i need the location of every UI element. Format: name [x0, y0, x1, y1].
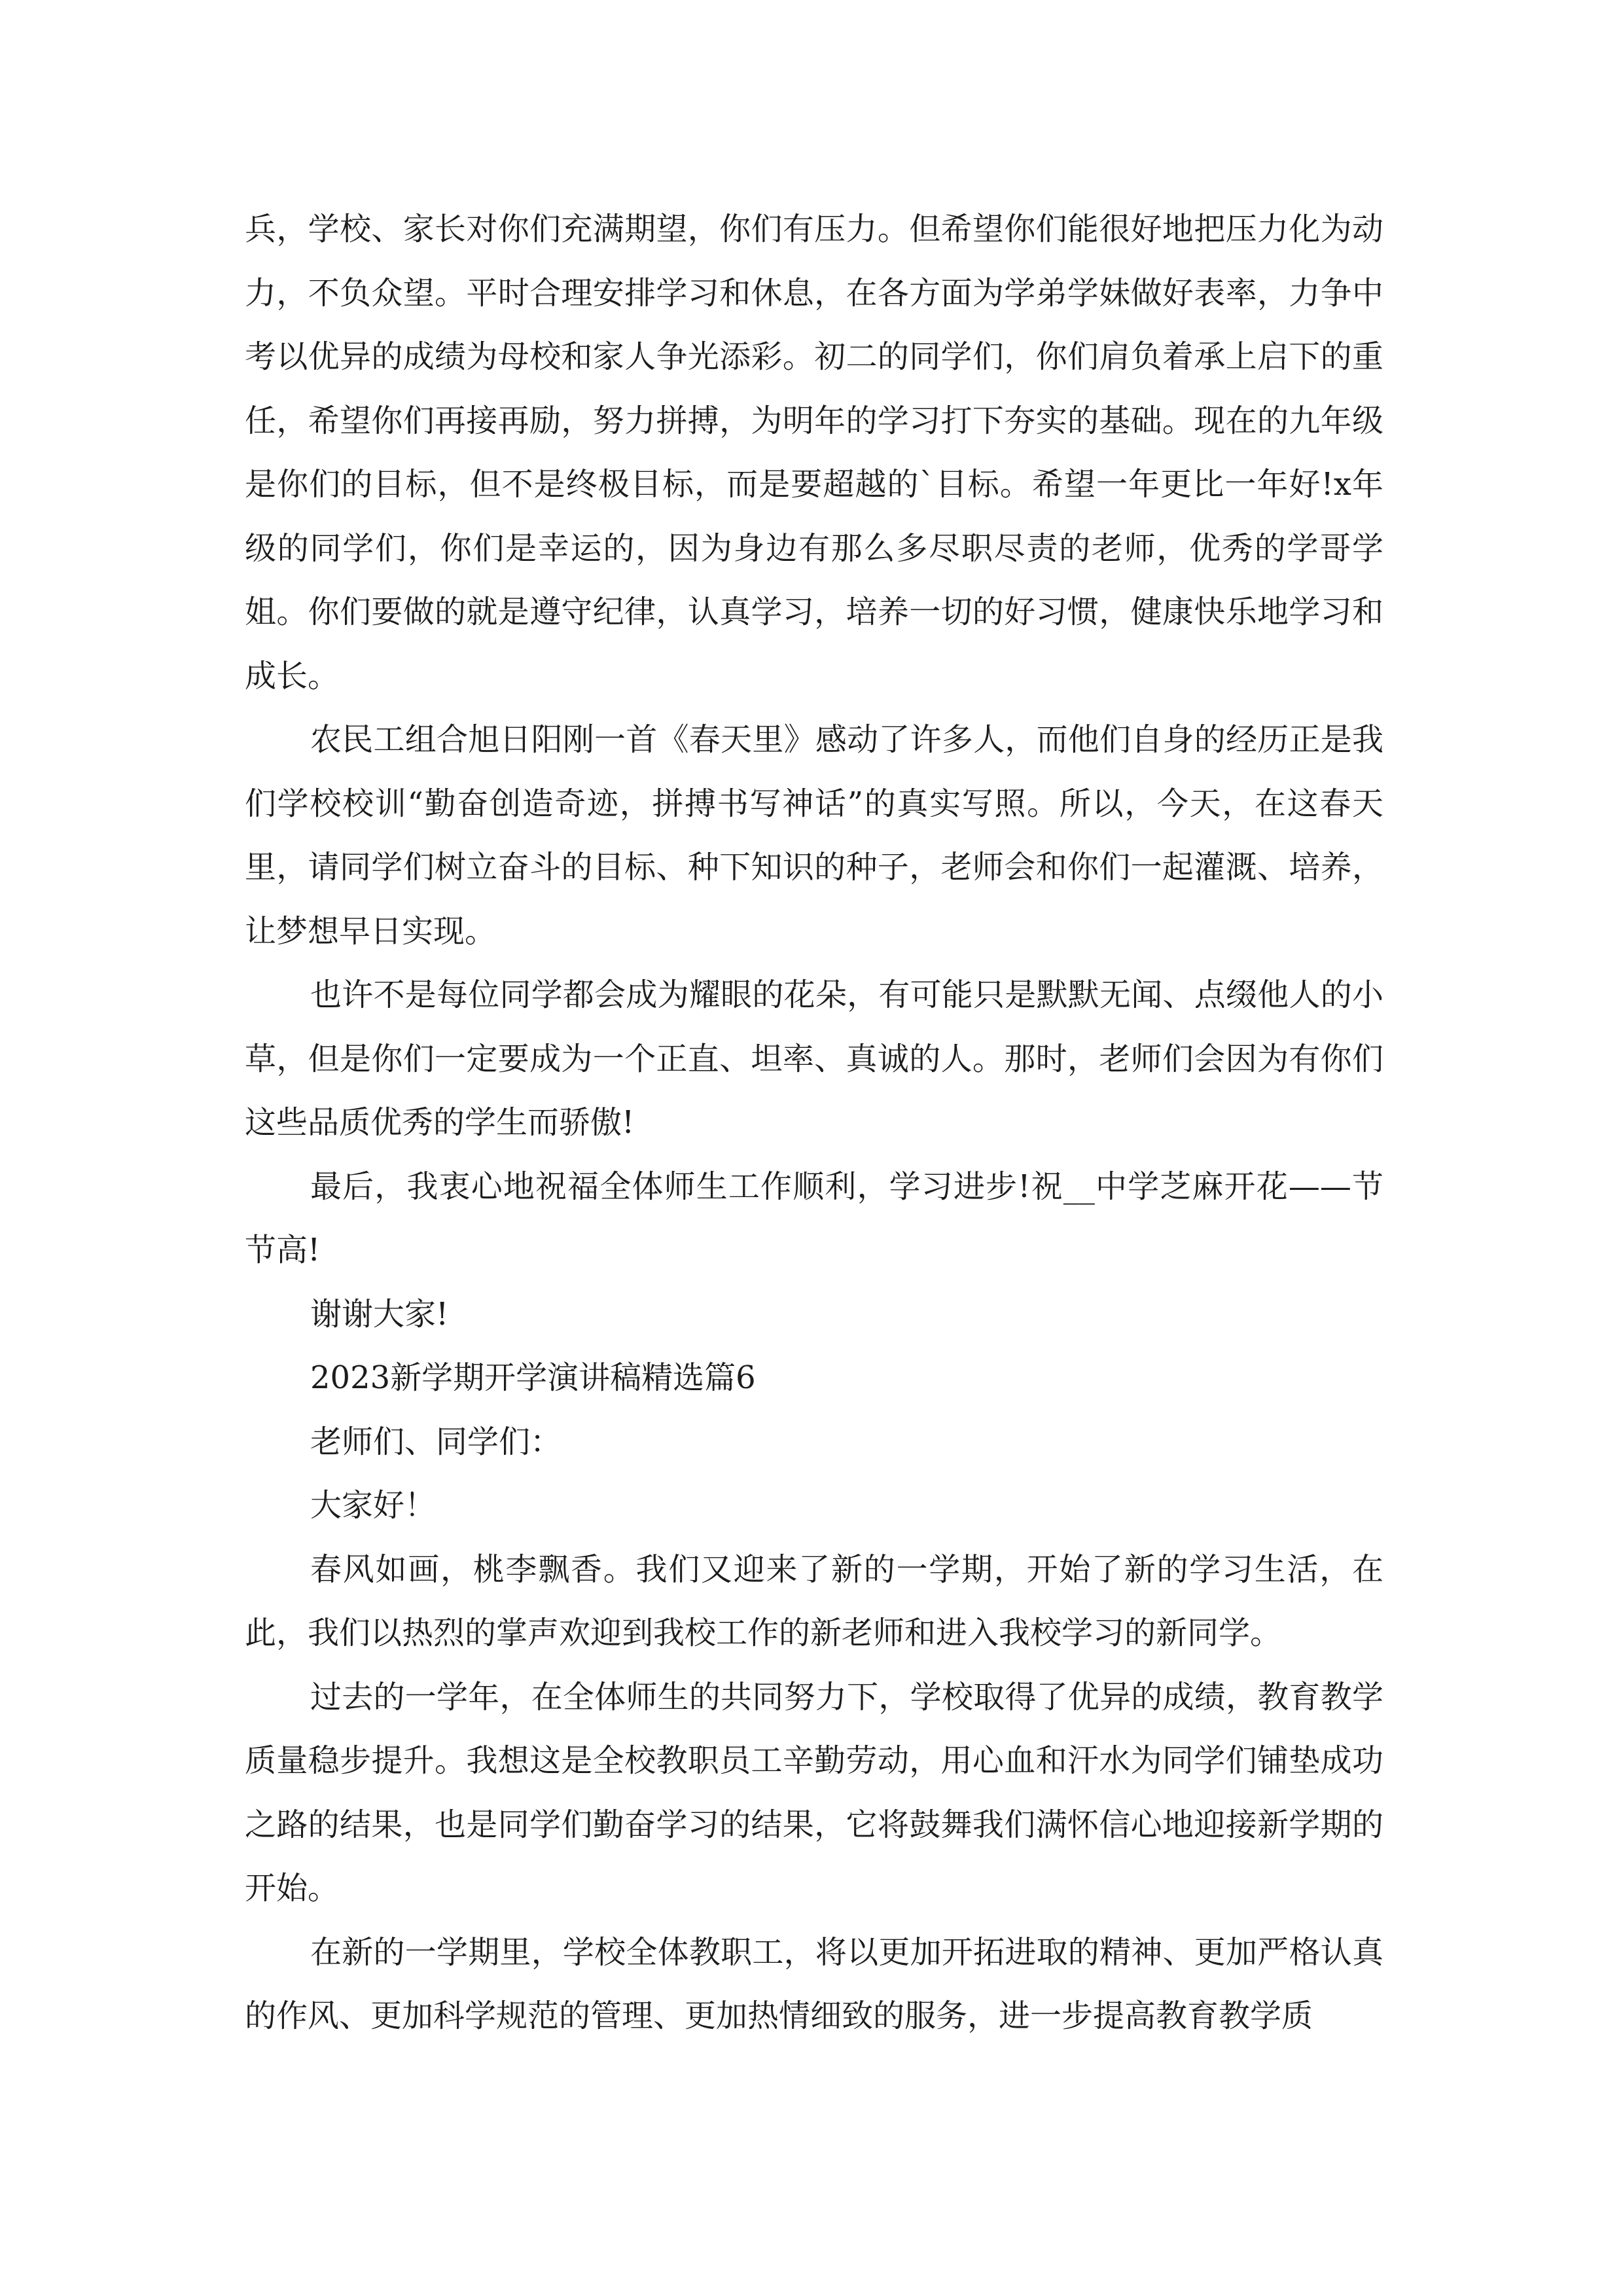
- paragraph: 春风如画，桃李飘香。我们又迎来了新的一学期，开始了新的学习生活，在此，我们以热烈的掌声欢迎到我校工作的新老师和进入我校学习的新同学。: [245, 1551, 1383, 1651]
- paragraph: 农民工组合旭日阳刚一首《春天里》感动了许多人，而他们自身的经历正是我们学校校训“勤奋创造奇迹，拼搏书写神话”的真实写照。所以，今天，在这春天里，请同学们树立奋斗的目标、种下知识的种子，老师会和你们一起灌溉、培养，让梦想早日实现。: [245, 721, 1383, 950]
- section-heading: 2023新学期开学演讲稿精选篇6: [310, 1359, 756, 1396]
- closing-line: 谢谢大家!: [310, 1295, 449, 1333]
- paragraph: 在新的一学期里，学校全体教职工，将以更加开拓进取的精神、更加严格认真的作风、更加科学规范的管理、更加热情细致的服务，进一步提高教育教学质: [245, 1933, 1383, 2034]
- paragraph: 兵，学校、家长对你们充满期望，你们有压力。但希望你们能很好地把压力化为动力，不负众望。平时合理安排学习和休息，在各方面为学弟学妹做好表率，力争中考以优异的成绩为母校和家人争光添彩。初二的同学们，你们肩负着承上启下的重任，希望你们再接再励，努力拼搏，为明年的学习打下夯实的基础。现在的九年级是你们的目标，但不是终极目标，而是要超越的`目标。希望一年更比一年好!x年级的同学们，你们是幸运的，因为身边有那么多尽职尽责的老师，优秀的学哥学姐。你们要做的就是遵守纪律，认真学习，培养一切的好习惯，健康快乐地学习和成长。: [245, 211, 1383, 694]
- salutation: 老师们、同学们：: [310, 1423, 562, 1460]
- paragraph: 最后，我衷心地祝福全体师生工作顺利，学习进步!祝__中学芝麻开花——节节高!: [245, 1168, 1383, 1268]
- document-body: [245, 198, 1383, 2049]
- greeting: 大家好！: [310, 1487, 437, 1524]
- paragraph: 过去的一学年，在全体师生的共同努力下，学校取得了优异的成绩，教育教学质量稳步提升。我想这是全校教职员工辛勤劳动，用心血和汗水为同学们铺垫成功之路的结果，也是同学们勤奋学习的结果，它将鼓舞我们满怀信心地迎接新学期的开始。: [245, 1678, 1383, 1907]
- paragraph: 也许不是每位同学都会成为耀眼的花朵，有可能只是默默无闻、点缀他人的小草，但是你们一定要成为一个正直、坦率、真诚的人。那时，老师们会因为有你们这些品质优秀的学生而骄傲!: [245, 977, 1383, 1141]
